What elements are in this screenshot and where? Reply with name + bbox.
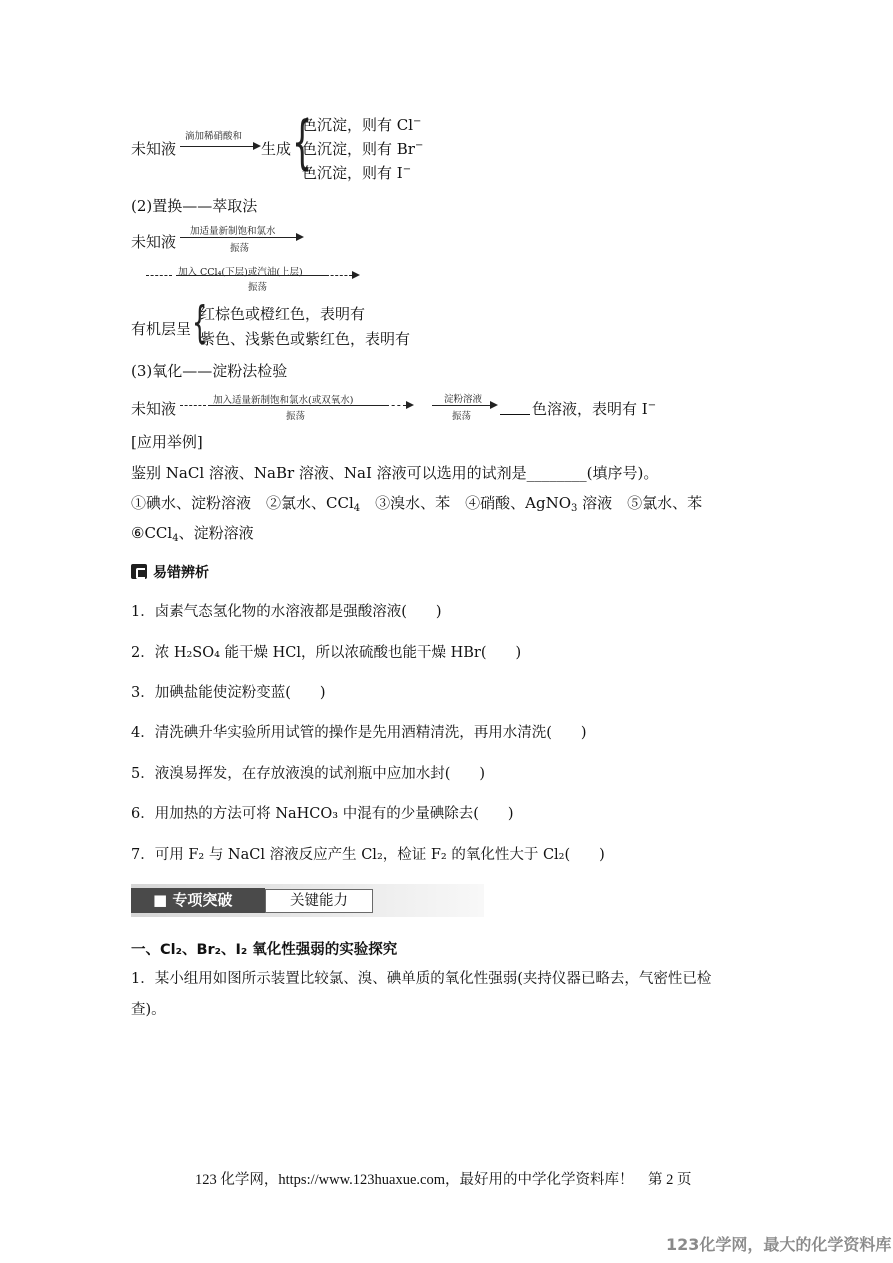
method1-brace: {	[292, 108, 313, 176]
method2-heading: (2)置换——萃取法	[131, 197, 258, 215]
method2-arrow2-dash-right	[326, 275, 352, 276]
example-options-line2: ⑥CCl$_4$、淀粉溶液	[131, 524, 254, 544]
method2-arrow1-bottom: 振荡	[230, 243, 250, 254]
method3-arrow1-line	[208, 405, 386, 406]
method1-arrow-head	[253, 142, 261, 150]
method2-arrow2-top: 加入 CCl₄(下层)或汽油(上层)	[178, 267, 303, 278]
mistakes-heading: 易错辨析	[153, 565, 209, 581]
method2-arrow2-bottom: 振荡	[248, 282, 268, 293]
method3-arrow2-top: 淀粉溶液	[444, 394, 483, 405]
method3-arrow2-head	[490, 401, 498, 409]
method1-produce: 生成	[261, 140, 292, 158]
method2-arrow1-line	[180, 237, 298, 238]
example-question: 鉴别 NaCl 溶液、NaBr 溶液、NaI 溶液可以选用的试剂是________(填序号)。	[131, 464, 659, 482]
mistakes-icon	[131, 564, 147, 579]
method1-row-br: 色沉淀，则有 Br−	[302, 140, 424, 158]
watermark: 123化学网，最大的化学资料库	[666, 1235, 892, 1254]
method1-arrow-line	[180, 146, 255, 147]
method2-unknown: 未知液	[131, 233, 177, 251]
mistake-item-1: 1．卤素气态氢化物的水溶液都是强酸溶液( )	[131, 604, 442, 620]
special-tab-dark: ■ 专项突破	[131, 888, 265, 913]
page-footer: 123 化学网，https://www.123huaxue.com，最好用的中学化学资料库！ 第 2 页	[195, 1172, 692, 1188]
mistake-item-7: 7．可用 F₂ 与 NaCl 溶液反应产生 Cl₂，检证 F₂ 的氧化性大于 Cl₂( )	[131, 847, 605, 863]
method2-arrow1-head	[296, 233, 304, 241]
method3-arrow2-bottom: 振荡	[452, 411, 472, 422]
mistake-item-3: 3．加碘盐能使淀粉变蓝( )	[131, 685, 326, 701]
method2-arrow2-line	[176, 275, 326, 276]
special-q1-line1: 1．某小组用如图所示装置比较氯、溴、碘单质的氧化性强弱(夹持仪器已略去，气密性已检	[131, 971, 712, 987]
method3-arrow1-bottom: 振荡	[286, 411, 306, 422]
method2-arrow1-top: 加适量新制饱和氯水	[190, 226, 276, 237]
method3-result: 色溶液，表明有 I−	[532, 400, 657, 418]
mistake-item-6: 6．用加热的方法可将 NaHCO₃ 中混有的少量碘除去( )	[131, 806, 514, 822]
method3-heading: (3)氧化——淀粉法检验	[131, 362, 288, 380]
mistake-item-5: 5．液溴易挥发，在存放液溴的试剂瓶中应加水封( )	[131, 766, 486, 782]
example-options-line1: ①碘水、淀粉溶液 ②氯水、CCl$_4$ ③溴水、苯 ④硝酸、AgNO$_3$ 溶液 ⑤氯水、苯	[131, 494, 703, 514]
method1-arrow-label: 滴加稀硝酸和	[185, 131, 243, 142]
mistake-item-4: 4．清洗碘升华实验所用试管的操作是先用酒精清洗，再用水清洗( )	[131, 725, 587, 741]
method2-brace: {	[192, 297, 208, 348]
special-subheading: 一、Cl₂、Br₂、I₂ 氧化性强弱的实验探究	[131, 942, 398, 958]
method3-unknown: 未知液	[131, 400, 177, 418]
method3-arrow1-dash-right	[386, 405, 406, 406]
method1-unknown: 未知液	[131, 140, 177, 158]
example-tag: [应用举例]	[131, 433, 203, 451]
method3-arrow1-head	[406, 401, 414, 409]
method2-row-br2: 红棕色或橙红色，表明有	[200, 305, 366, 323]
method2-row-i2: 紫色、浅紫色或紫红色，表明有	[200, 330, 411, 348]
method1-row-cl: 色沉淀，则有 Cl−	[302, 116, 422, 134]
method3-blank	[500, 414, 530, 415]
special-tab-light: 关键能力	[265, 889, 373, 913]
method2-arrow2-dash-left	[146, 275, 172, 276]
method2-organic-layer: 有机层呈	[131, 320, 192, 338]
method1-row-i: 色沉淀，则有 I−	[302, 164, 412, 182]
method2-arrow2-head	[352, 271, 360, 279]
method3-arrow1-dash-left	[180, 405, 206, 406]
method3-arrow2-line	[432, 405, 492, 406]
special-q1-line2: 查)。	[131, 1002, 166, 1018]
method3-arrow1-top: 加入适量新制饱和氯水(或双氧水)	[213, 395, 354, 406]
mistake-item-2: 2．浓 H₂SO₄ 能干燥 HCl，所以浓硫酸也能干燥 HBr( )	[131, 645, 522, 661]
